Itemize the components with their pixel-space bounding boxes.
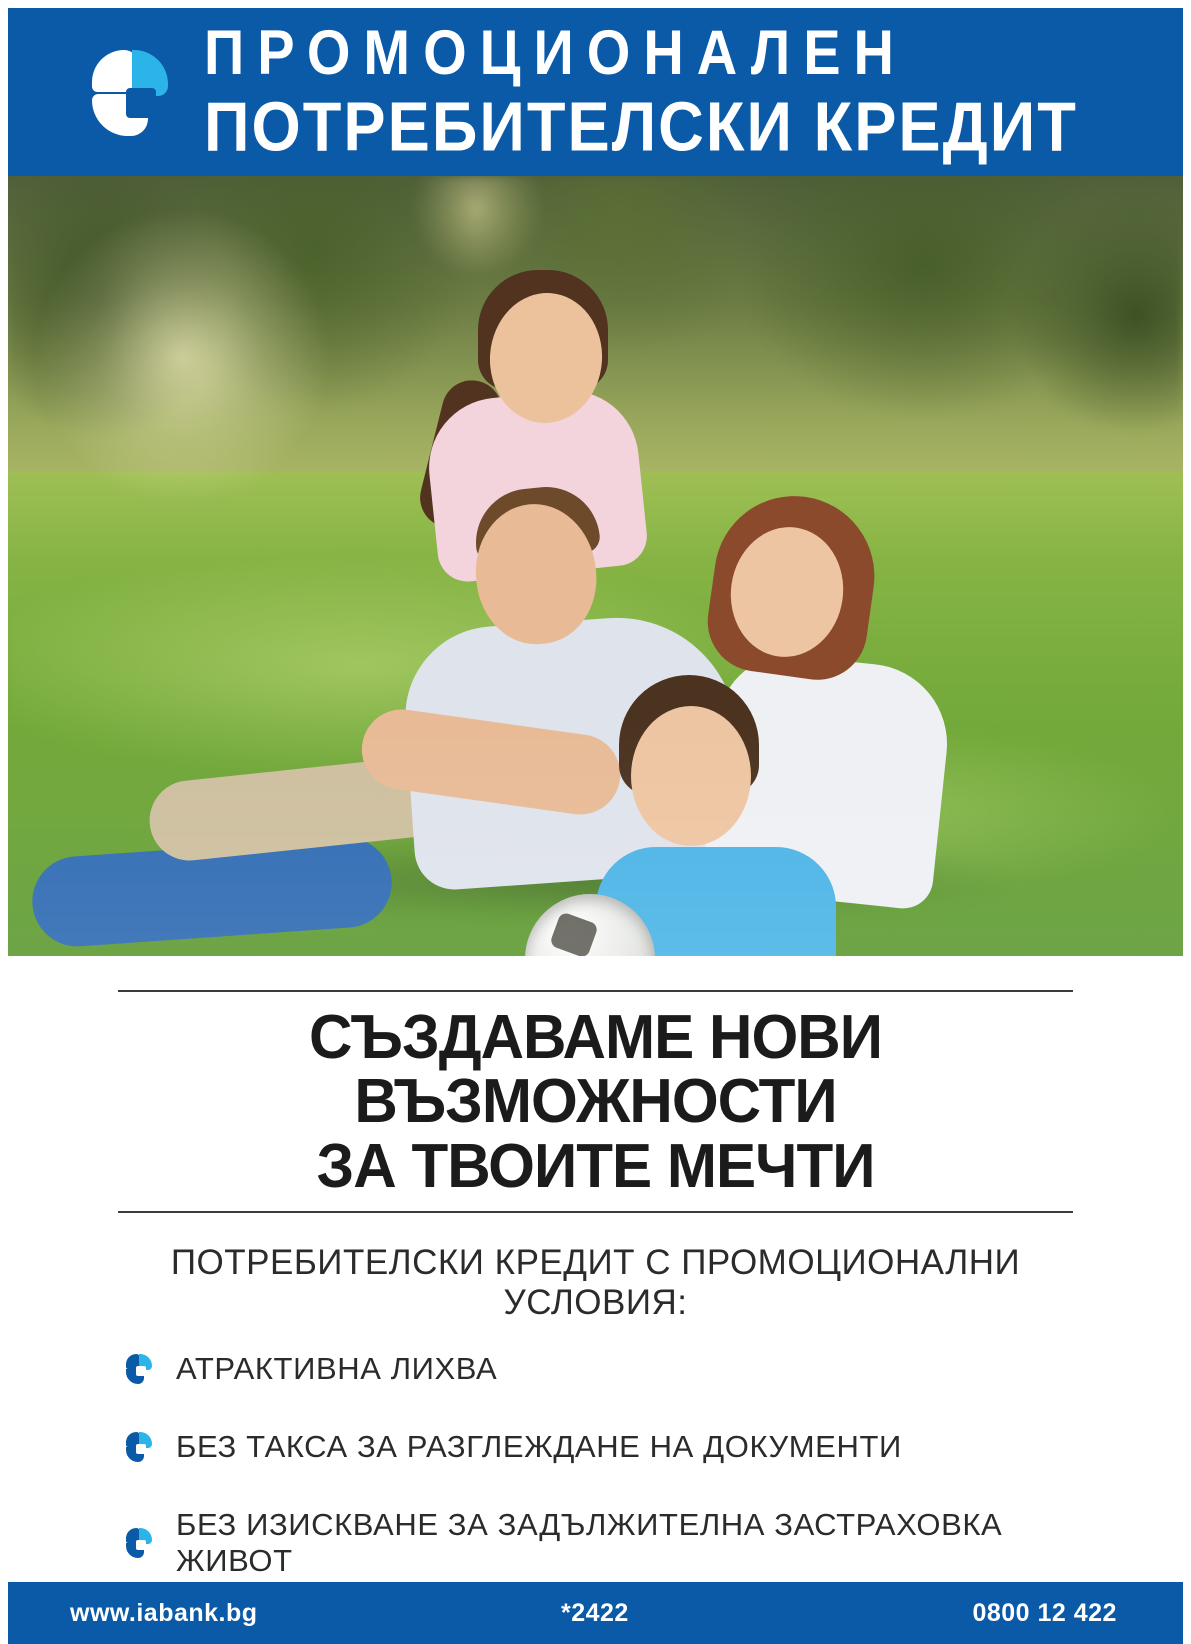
iabank-bullet-icon [124,1432,154,1462]
subheadline: ПОТРЕБИТЕЛСКИ КРЕДИТ С ПРОМОЦИОНАЛНИ УСЛОВИЯ: [170,1243,1021,1323]
benefits-list [118,1341,1073,1579]
list-item [124,1507,1073,1579]
hero-overlay [8,176,1183,956]
footer-phone[interactable]: 0800 12 422 [972,1598,1117,1627]
footer-website[interactable]: www.iabank.bg [70,1598,258,1627]
header-title-line1: ПРОМОЦИОНАЛЕН [204,17,907,88]
headline-line2: ЗА ТВОИТЕ МЕЧТИ [316,1131,875,1201]
list-item [124,1429,1073,1465]
poster-content [8,956,1183,1579]
iabank-logo-icon [86,48,170,136]
benefit-label: БЕЗ ИЗИСКВАНЕ ЗА ЗАДЪЛЖИТЕЛНА ЗАСТРАХОВКА ЖИВОТ [176,1507,1003,1579]
header-titles [204,17,1078,166]
iabank-bullet-icon [124,1354,154,1384]
footer-short-number[interactable]: *2422 [560,1598,629,1627]
list-item [124,1351,1073,1387]
benefit-label: АТРАКТИВНА ЛИХВА [176,1351,498,1387]
poster-footer [8,1582,1183,1644]
benefit-label: БЕЗ ТАКСА ЗА РАЗГЛЕЖДАНЕ НА ДОКУМЕНТИ [176,1429,902,1465]
poster-header [8,8,1183,176]
header-title-line2: ПОТРЕБИТЕЛСКИ КРЕДИТ [204,88,1078,166]
headline-line1: СЪЗДАВАМЕ НОВИ ВЪЗМОЖНОСТИ [309,1003,882,1137]
page-title [132,992,1058,1211]
iabank-bullet-icon [124,1528,154,1558]
hero-family-image [8,176,1183,956]
